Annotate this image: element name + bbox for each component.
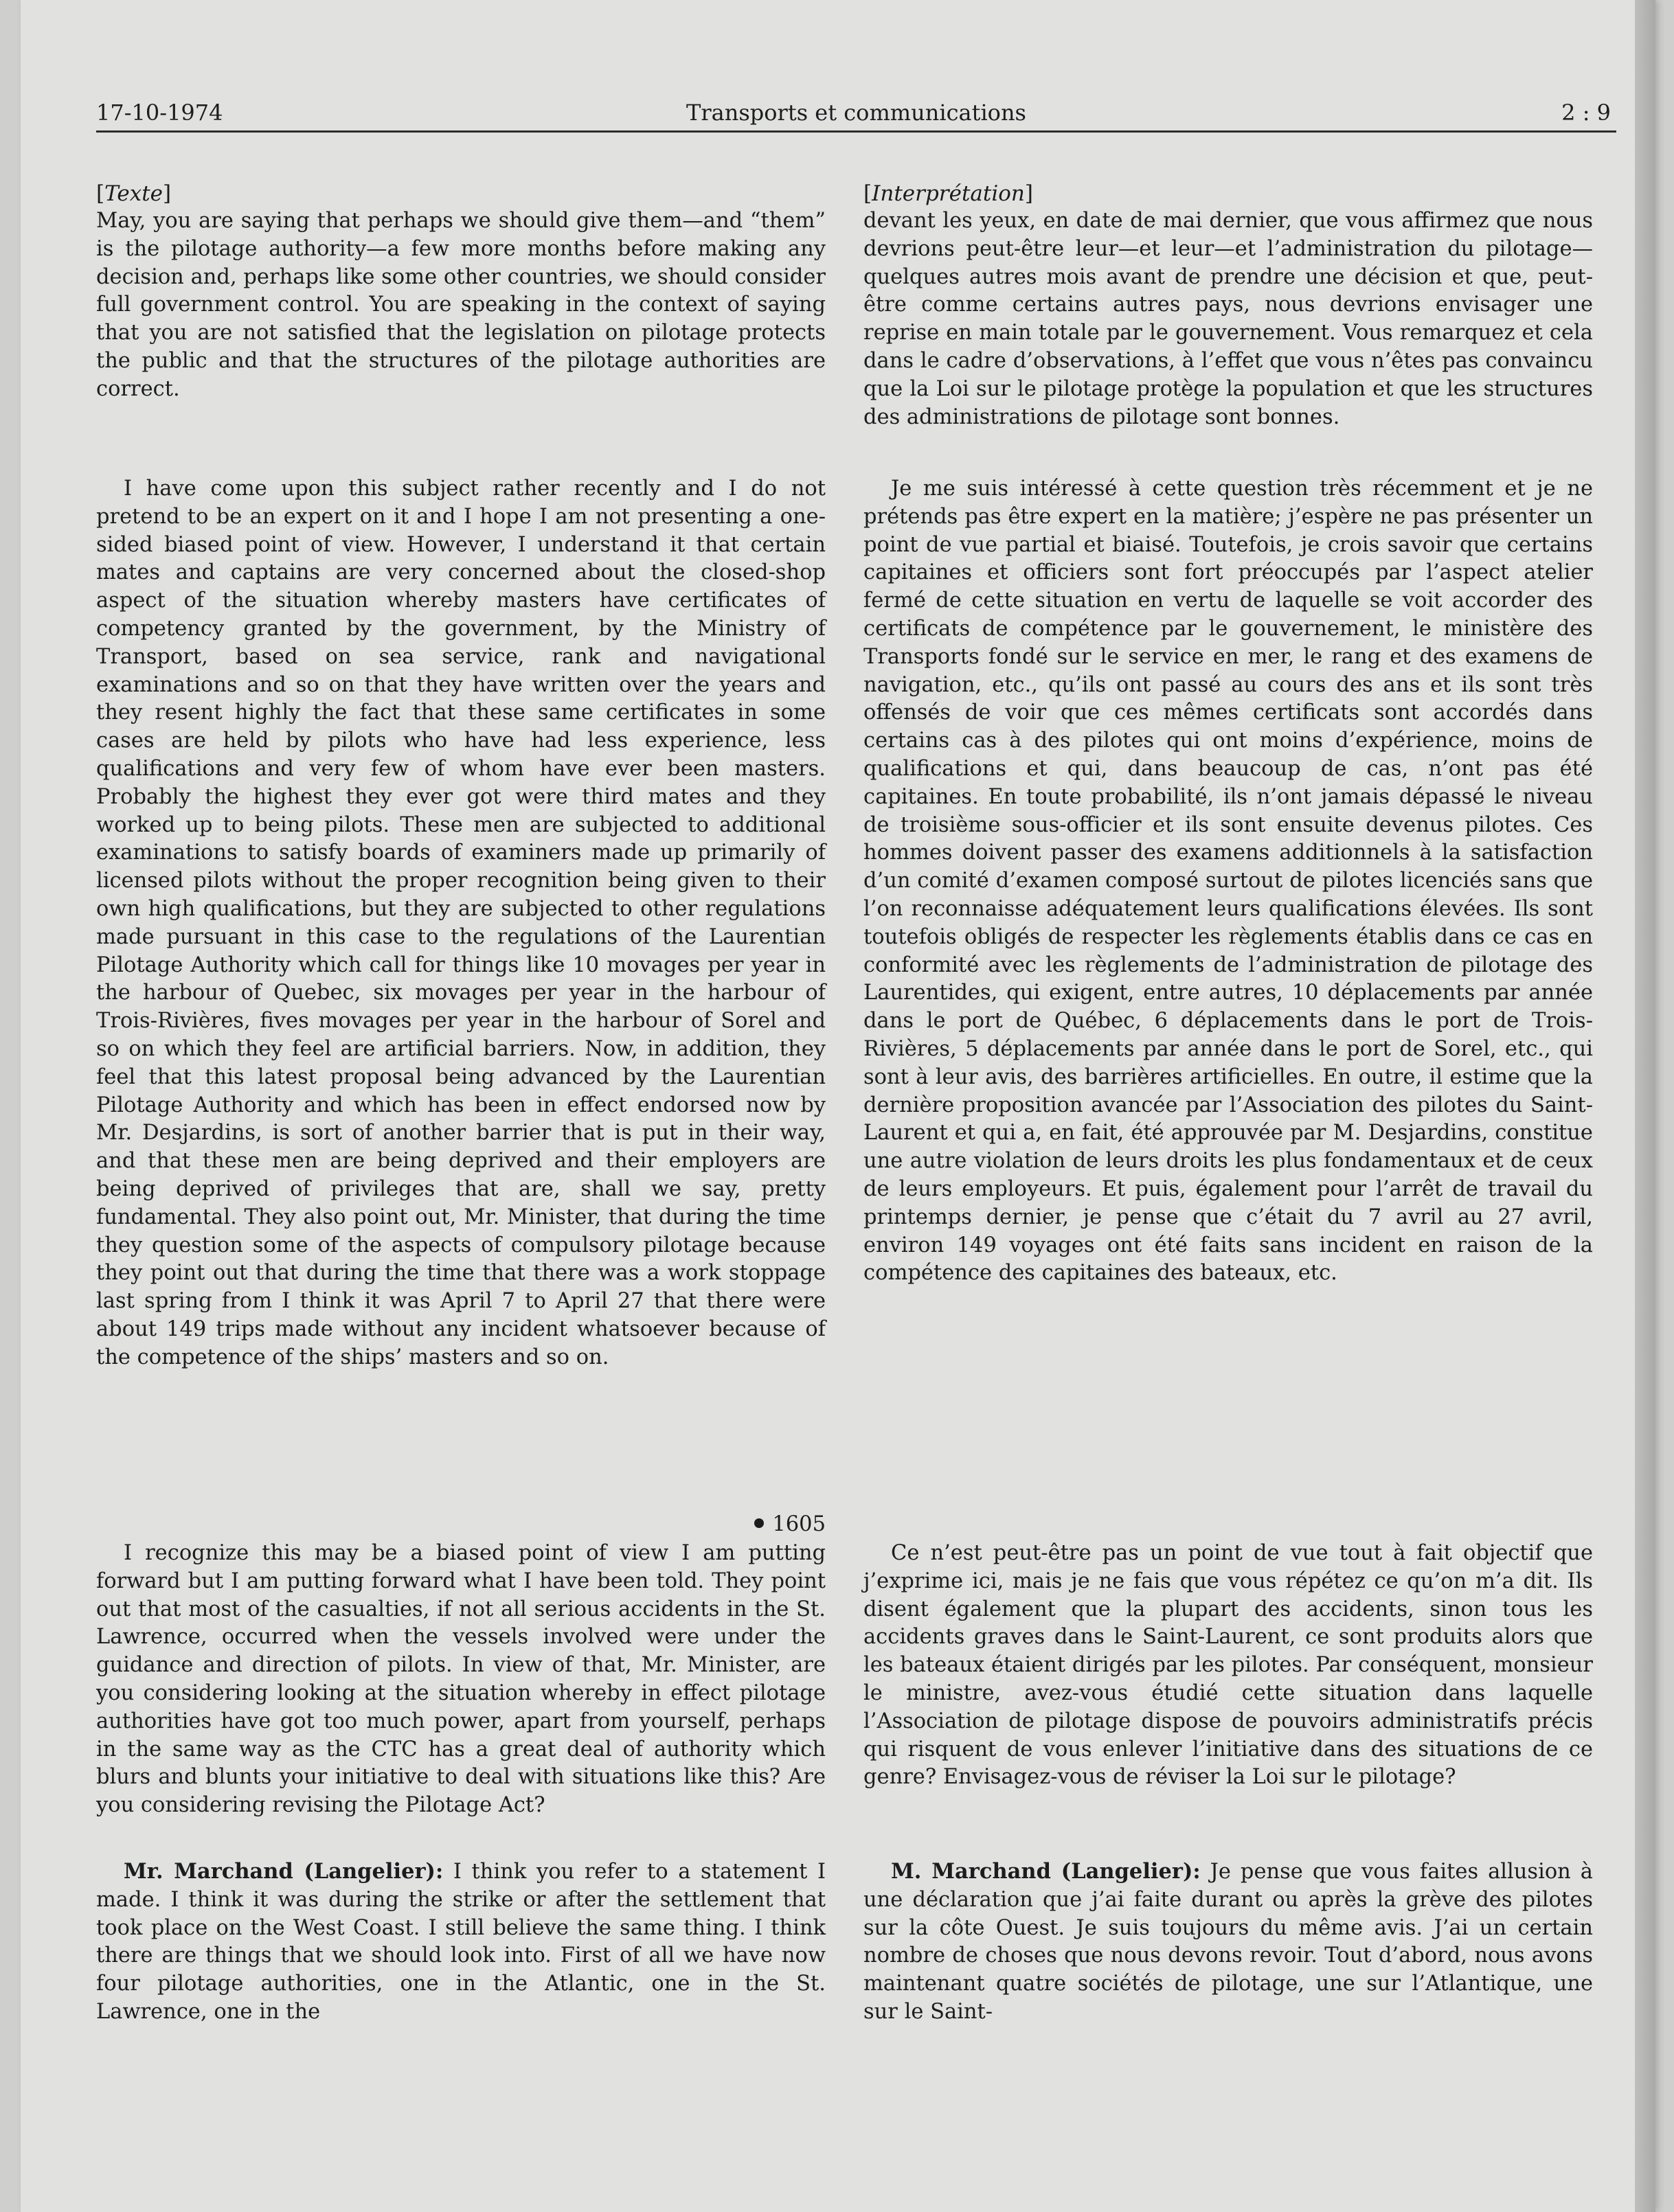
left-column-speaker (96, 1858, 826, 2027)
left-paragraph-1: May, you are saying that perhaps we should give them—and “them” is the pilotage authority—a few more months before making any decision and, perhaps like some other countries, we should consider full government control. You are speaking in the context of saying that you are not satisfied that the legislation on pilotage protects the public and that the structures of the pilotage authorities are correct. (96, 209, 826, 401)
header-title: Transports et communications (686, 100, 1026, 126)
header-date: 17-10-1974 (96, 100, 223, 126)
time-marker: 1605 (96, 1511, 826, 1538)
header-page-number: 2 : 9 (1561, 100, 1611, 126)
right-column-mid (863, 475, 1593, 1288)
right-column-bottom (863, 1540, 1593, 1792)
right-paragraph-3: Ce n’est peut-être pas un point de vue tout à fait objectif que j’exprime ici, mais je ne fais que vous répétez ce qu’on m’a dit. Ils disent également que la plupart des accidents, sinon tous les accidents graves dans le Saint-Laurent, ce sont produits alors que les bateaux étaient dirigés par les pilotes. Par conséquent, monsieur le ministre, avez-vous étudié cette situation dans laquelle l’Association de pilotage dispose de pouvoirs administratifs précis qui risquent de vous enlever l’initiative dans des situations de ce genre? Envisagez-vous de réviser la Loi sur le pilotage? (863, 1541, 1593, 1790)
left-paragraph-4: Mr. Marchand (Langelier): I think you refer to a statement I made. I think it was during the strike or after the settlement that took place on the West Coast. I still believe the same thing. I think there are things that we should look into. First of all we have now four pilotage authorities, one in the Atlantic, one in the St. Lawrence, one in the (96, 1859, 826, 2024)
left-paragraph-3: I recognize this may be a biased point of view I am putting forward but I am putting forward what I have been told. They point out that most of the casualties, if not all serious accidents in the St. Lawrence, occurred when the vessels involved were under the guidance and direction of pilots. In view of that, Mr. Minister, are you considering looking at the situation whereby in effect pilotage authorities have got too much power, apart from yourself, perhaps in the same way as the CTC has a great deal of authority which blurs and blunts your initiative to deal with situations like this? Are you considering revising the Pilotage Act? (96, 1541, 826, 1818)
right-paragraph-2: Je me suis intéressé à cette question très récemment et je ne prétends pas être expert en la matière; j’espère ne pas présenter un point de vue partial et biaisé. Toutefois, je crois savoir que certains capitaines et officiers sont fort préoccupés par l’aspect atelier fermé de cette situation en vertu de laquelle se voit accorder des certificats de compétence par le gouvernement, le ministère des Transports fondé sur le service en mer, le rang et des examens de navigation, etc., qu’ils ont passé au cours des ans et ils sont très offensés de voir que ces mêmes certificats sont accordés dans certains cas à des pilotes qui ont moins d’expérience, moins de qualifications et qui, dans beaucoup de cas, n’ont pas été capitaines. En toute probabilité, ils n’ont jamais dépassé le niveau de troisième sous-officier et ils sont ensuite devenus pilotes. Ces hommes doivent passer des examens additionnels à la satisfaction d’un comité d’examen composé surtout de pilotes licenciés sans que l’on reconnaisse adéquatement leurs qualifications élevées. Ils sont toutefois obligés de respecter les règlements établis dans ce cas en conformité avec les règlements de l’administration de pilotage des Laurentides, qui exigent, entre autres, 10 déplacements par année dans le port de Québec, 6 déplacements dans le port de Trois-Rivières, 5 déplacements par année dans le port de Sorel, etc., qui sont à leur avis, des barrières artificielles. En outre, il estime que la dernière proposition avancée par l’Association des pilotes du Saint-Laurent et qui a, en fait, été approuvée par M. Desjardins, constitue une autre violation de leurs droits les plus fondamentaux et de ceux de leurs employeurs. Et puis, également pour l’arrêt de travail du printemps dernier, je pense que c’était du 7 avril au 27 avril, environ 149 voyages ont été faits sans incident en raison de la compétence des capitaines des bateaux, etc. (863, 477, 1593, 1286)
right-column-speaker (863, 1858, 1593, 2027)
right-paragraph-4: M. Marchand (Langelier): Je pense que vous faites allusion à une déclaration que j’ai faite durant ou après la grève des pilotes sur la côte Ouest. Je suis toujours du même avis. J’ai un certain nombre de choses que nous devons revoir. Tout d’abord, nous avons maintenant quatre sociétés de pilotage, une sur l’Atlantique, une sur le Saint- (863, 1859, 1593, 2024)
left-speaker: Mr. Marchand (Langelier): (124, 1859, 444, 1884)
left-paragraph-2: I have come upon this subject rather recently and I do not pretend to be an expert on it and I hope I am not presenting a one-sided biased point of view. However, I understand it that certain mates and captains are very concerned about the closed-shop aspect of the situation whereby masters have certificates of competency granted by the government, by the Ministry of Transport, based on sea service, rank and navigational examinations and so on that they have written over the years and they resent highly the fact that these same certificates in some cases are held by pilots who have had less experience, less qualifications and very few of whom have ever been masters. Probably the highest they ever got were third mates and they worked up to being pilots. These men are subjected to additional examinations to satisfy boards of examiners made up primarily of licensed pilots without the proper recognition being given to their own high qualifications, but they are subjected to other regulations made pursuant in this case to the regulations of the Laurentian Pilotage Authority which call for things like 10 movages per year in the harbour of Quebec, six movages per year in the harbour of Trois-Rivières, fives movages per year in the harbour of Sorel and so on which they feel are artificial barriers. Now, in addition, they feel that this latest proposal being advanced by the Laurentian Pilotage Authority and which has been in effect endorsed now by Mr. Desjardins, is sort of another barrier that is put in their way, and that these men are being deprived and their employers are being deprived of privileges that are, shall we say, pretty fundamental. They also point out, Mr. Minister, that during the time they question some of the aspects of compulsory pilotage because they point out that during the time that there was a work stoppage last spring from I think it was April 7 to April 27 that there were about 149 trips made without any incident whatsoever because of the competence of the ships’ masters and so on. (96, 477, 826, 1369)
left-column-bottom (96, 1540, 826, 1820)
right-column-top (863, 180, 1593, 431)
left-column-top (96, 180, 826, 404)
right-tag: [Interprétation] (863, 181, 1034, 206)
right-speaker: M. Marchand (Langelier): (891, 1859, 1201, 1884)
page-edge (1635, 0, 1655, 2212)
left-column-mid (96, 475, 826, 1372)
document-page (21, 0, 1655, 2212)
bullet-icon (754, 1518, 764, 1528)
left-tag: [Texte] (96, 181, 172, 206)
running-header (96, 98, 1616, 133)
right-paragraph-1: devant les yeux, en date de mai dernier, que vous affirmez que nous devrions peut-être leur—et leur—et l’administration du pilotage—quelques autres mois avant de prendre une décision et que, peut-être comme certains autres pays, nous devrions envisager une reprise en main totale par le gouvernement. Vous remarquez et cela dans le cadre d’observations, à l’effet que vous n’êtes pas convaincu que la Loi sur le pilotage protège la population et que les structures des administrations de pilotage sont bonnes. (863, 209, 1593, 429)
